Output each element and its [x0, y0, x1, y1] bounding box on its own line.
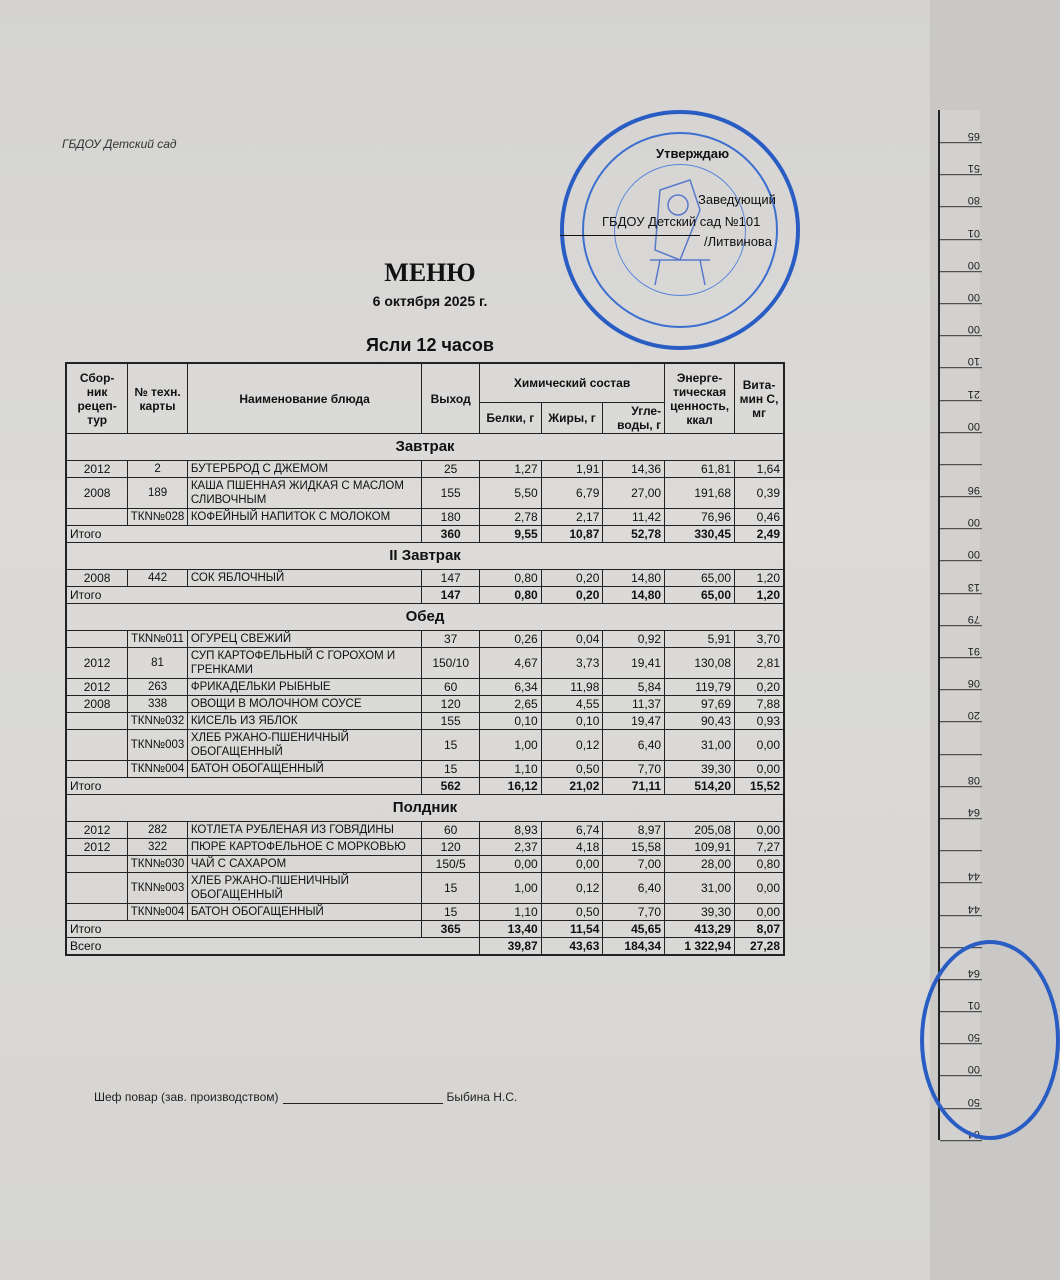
- cell-fat: 1,91: [541, 461, 603, 478]
- cell-dish: ФРИКАДЕЛЬКИ РЫБНЫЕ: [187, 679, 422, 696]
- cell-vitc: 1,64: [735, 461, 784, 478]
- adjacent-page-cell: 00: [940, 496, 982, 529]
- cell-energy: 28,00: [665, 856, 735, 873]
- cell-fat: 0,12: [541, 730, 603, 761]
- table-row: [66, 873, 784, 904]
- header-fat: Жиры, г: [541, 403, 603, 434]
- cell-protein: 1,00: [479, 873, 541, 904]
- cell-energy: 76,96: [665, 509, 735, 526]
- cell-yield: 60: [422, 822, 480, 839]
- total-vitc: 2,49: [735, 526, 784, 543]
- document-title: МЕНЮ: [384, 258, 476, 287]
- cell-carbs: 27,00: [603, 478, 665, 509]
- table-row: [66, 570, 784, 587]
- cell-yield: 15: [422, 730, 480, 761]
- cell-vitc: 0,39: [735, 478, 784, 509]
- header-protein: Белки, г: [479, 403, 541, 434]
- cell-fat: 6,79: [541, 478, 603, 509]
- cell-energy: 130,08: [665, 648, 735, 679]
- cell-dish: ОВОЩИ В МОЛОЧНОМ СОУСЕ: [187, 696, 422, 713]
- total-yield: 147: [422, 587, 480, 604]
- cell-energy: 97,69: [665, 696, 735, 713]
- cell-protein: 2,37: [479, 839, 541, 856]
- cell-fat: 3,73: [541, 648, 603, 679]
- cell-yield: 120: [422, 696, 480, 713]
- total-vitc: 1,20: [735, 587, 784, 604]
- cell-protein: 8,93: [479, 822, 541, 839]
- cell-protein: 0,10: [479, 713, 541, 730]
- adjacent-page-cell: 00: [940, 528, 982, 561]
- cell-collection: [66, 873, 128, 904]
- cell-collection: 2008: [66, 570, 128, 587]
- section-title: Завтрак: [66, 434, 784, 461]
- header-energy: Энерге-тическая ценность, ккал: [665, 363, 735, 434]
- cell-dish: КИСЕЛЬ ИЗ ЯБЛОК: [187, 713, 422, 730]
- cell-yield: 155: [422, 478, 480, 509]
- cell-energy: 65,00: [665, 570, 735, 587]
- adjacent-page-cell: 10: [940, 335, 982, 368]
- section-title: Полдник: [66, 795, 784, 822]
- adjacent-page-cell: 00: [940, 400, 982, 433]
- adjacent-page-cell: 13: [940, 561, 982, 594]
- cell-card: ТКN№004: [128, 761, 188, 778]
- cell-vitc: 0,00: [735, 822, 784, 839]
- header-chem: Химический состав: [479, 363, 664, 403]
- cell-dish: БУТЕРБРОД С ДЖЕМОМ: [187, 461, 422, 478]
- cell-fat: 0,10: [541, 713, 603, 730]
- adjacent-page-cell: 50: [940, 1011, 982, 1044]
- cell-dish: СУП КАРТОФЕЛЬНЫЙ С ГОРОХОМ И ГРЕНКАМИ: [187, 648, 422, 679]
- cell-fat: 0,12: [541, 873, 603, 904]
- cell-carbs: 7,70: [603, 761, 665, 778]
- header-collection: Сбор-ник рецеп-тур: [66, 363, 128, 434]
- adjacent-page-cell: 06: [940, 657, 982, 690]
- total-yield: 562: [422, 778, 480, 795]
- cell-energy: 39,30: [665, 761, 735, 778]
- cell-collection: [66, 904, 128, 921]
- cell-collection: 2012: [66, 648, 128, 679]
- grand-total-vitc: 27,28: [735, 938, 784, 956]
- adjacent-page-cell: 00: [940, 239, 982, 272]
- adjacent-page-cell: 21: [940, 368, 982, 401]
- cell-yield: 150/10: [422, 648, 480, 679]
- cell-vitc: 3,70: [735, 631, 784, 648]
- adjacent-page-cell: 64: [940, 947, 982, 980]
- footer: [94, 1090, 517, 1104]
- header-tech-card: № техн. карты: [128, 363, 188, 434]
- adjacent-page-cell: 01: [940, 979, 982, 1012]
- table-row: [66, 648, 784, 679]
- table-row: [66, 904, 784, 921]
- total-protein: 13,40: [479, 921, 541, 938]
- adjacent-page-cell: 64: [940, 786, 982, 819]
- cell-yield: 15: [422, 873, 480, 904]
- stamp-seal-adjacent: [920, 940, 1060, 1140]
- cell-protein: 2,65: [479, 696, 541, 713]
- cell-collection: [66, 631, 128, 648]
- total-carbs: 71,11: [603, 778, 665, 795]
- cell-vitc: 1,20: [735, 570, 784, 587]
- cell-collection: 2012: [66, 679, 128, 696]
- cell-fat: 4,18: [541, 839, 603, 856]
- total-energy: 330,45: [665, 526, 735, 543]
- cell-protein: 1,00: [479, 730, 541, 761]
- cell-carbs: 6,40: [603, 873, 665, 904]
- cell-card: ТКN№003: [128, 873, 188, 904]
- cell-card: ТКN№003: [128, 730, 188, 761]
- section-row: [66, 543, 784, 570]
- cell-vitc: 2,81: [735, 648, 784, 679]
- total-label: Итого: [66, 921, 422, 938]
- table-row: [66, 761, 784, 778]
- cell-energy: 191,68: [665, 478, 735, 509]
- cell-card: 81: [128, 648, 188, 679]
- cell-fat: 0,00: [541, 856, 603, 873]
- signature-line: [283, 1103, 443, 1104]
- table-row: [66, 696, 784, 713]
- header-yield: Выход: [422, 363, 480, 434]
- table-row: [66, 856, 784, 873]
- total-yield: 360: [422, 526, 480, 543]
- cell-vitc: 0,00: [735, 873, 784, 904]
- grand-total-protein: 39,87: [479, 938, 541, 956]
- total-energy: 413,29: [665, 921, 735, 938]
- adjacent-page-cell: 00: [940, 271, 982, 304]
- cell-collection: 2008: [66, 696, 128, 713]
- cell-energy: 205,08: [665, 822, 735, 839]
- adjacent-page-cell: 65: [940, 110, 982, 143]
- table-row: [66, 631, 784, 648]
- cell-card: 338: [128, 696, 188, 713]
- total-protein: 0,80: [479, 587, 541, 604]
- grand-total-carbs: 184,34: [603, 938, 665, 956]
- cell-carbs: 19,47: [603, 713, 665, 730]
- cell-card: 282: [128, 822, 188, 839]
- adjacent-page-cell: 96: [940, 464, 982, 497]
- cell-energy: 39,30: [665, 904, 735, 921]
- approver-position: Заведующий: [698, 192, 776, 207]
- approver-name: /Литвинова: [704, 234, 772, 249]
- total-row: [66, 921, 784, 938]
- total-carbs: 14,80: [603, 587, 665, 604]
- total-yield: 365: [422, 921, 480, 938]
- cell-dish: КАША ПШЕННАЯ ЖИДКАЯ С МАСЛОМ СЛИВОЧНЫМ: [187, 478, 422, 509]
- section-row: [66, 434, 784, 461]
- cell-card: 189: [128, 478, 188, 509]
- cell-card: 442: [128, 570, 188, 587]
- adjacent-page-cell: 50: [940, 1076, 982, 1109]
- total-label: Итого: [66, 778, 422, 795]
- menu-table: [65, 362, 785, 956]
- organization-name: ГБДОУ Детский сад: [62, 137, 177, 151]
- cell-yield: 15: [422, 761, 480, 778]
- cell-protein: 1,27: [479, 461, 541, 478]
- signature-line: [560, 235, 700, 236]
- cell-yield: 147: [422, 570, 480, 587]
- cell-collection: 2008: [66, 478, 128, 509]
- adjacent-page-cell: 20: [940, 689, 982, 722]
- adjacent-page-cell: 44: [940, 850, 982, 883]
- cell-carbs: 14,36: [603, 461, 665, 478]
- cell-fat: 0,20: [541, 570, 603, 587]
- cell-card: ТКN№032: [128, 713, 188, 730]
- cell-protein: 4,67: [479, 648, 541, 679]
- cell-yield: 60: [422, 679, 480, 696]
- table-row: [66, 822, 784, 839]
- cell-fat: 6,74: [541, 822, 603, 839]
- table-row: [66, 509, 784, 526]
- grand-total-label: Всего: [66, 938, 479, 956]
- total-fat: 11,54: [541, 921, 603, 938]
- total-row: [66, 778, 784, 795]
- cell-card: 263: [128, 679, 188, 696]
- cell-carbs: 15,58: [603, 839, 665, 856]
- cell-carbs: 5,84: [603, 679, 665, 696]
- cell-dish: ЧАЙ С САХАРОМ: [187, 856, 422, 873]
- approve-label: Утверждаю: [656, 146, 730, 161]
- cell-card: ТКN№011: [128, 631, 188, 648]
- cell-fat: 2,17: [541, 509, 603, 526]
- cell-yield: 120: [422, 839, 480, 856]
- cell-protein: 6,34: [479, 679, 541, 696]
- cell-carbs: 14,80: [603, 570, 665, 587]
- cell-dish: СОК ЯБЛОЧНЫЙ: [187, 570, 422, 587]
- chef-name: Быбина Н.С.: [446, 1090, 518, 1104]
- cell-collection: 2012: [66, 822, 128, 839]
- table-row: [66, 679, 784, 696]
- cell-protein: 1,10: [479, 761, 541, 778]
- adjacent-page-cell: 44: [940, 883, 982, 916]
- cell-carbs: 7,70: [603, 904, 665, 921]
- adjacent-page-cell: 01: [940, 207, 982, 240]
- header-vitc: Вита-мин С, мг: [735, 363, 784, 434]
- cell-energy: 31,00: [665, 730, 735, 761]
- cell-energy: 61,81: [665, 461, 735, 478]
- cell-collection: [66, 509, 128, 526]
- header-dish: Наименование блюда: [187, 363, 422, 434]
- cell-yield: 37: [422, 631, 480, 648]
- total-energy: 514,20: [665, 778, 735, 795]
- cell-collection: [66, 761, 128, 778]
- cell-yield: 25: [422, 461, 480, 478]
- cell-dish: ПЮРЕ КАРТОФЕЛЬНОЕ С МОРКОВЬЮ: [187, 839, 422, 856]
- table-row: [66, 839, 784, 856]
- cell-vitc: 0,80: [735, 856, 784, 873]
- cell-card: 322: [128, 839, 188, 856]
- cell-yield: 155: [422, 713, 480, 730]
- cell-dish: ОГУРЕЦ СВЕЖИЙ: [187, 631, 422, 648]
- cell-vitc: 7,88: [735, 696, 784, 713]
- cell-fat: 11,98: [541, 679, 603, 696]
- cell-vitc: 0,20: [735, 679, 784, 696]
- adjacent-page-cell: 51: [940, 142, 982, 175]
- group-name: Ясли 12 часов: [365, 335, 494, 355]
- cell-fat: 0,04: [541, 631, 603, 648]
- cell-protein: 2,78: [479, 509, 541, 526]
- cell-yield: 15: [422, 904, 480, 921]
- cell-carbs: 11,37: [603, 696, 665, 713]
- cell-energy: 119,79: [665, 679, 735, 696]
- grand-total-row: [66, 938, 784, 956]
- cell-carbs: 19,41: [603, 648, 665, 679]
- table-row: [66, 461, 784, 478]
- section-title: II Завтрак: [66, 543, 784, 570]
- cell-dish: БАТОН ОБОГАЩЕННЫЙ: [187, 761, 422, 778]
- table-row: [66, 730, 784, 761]
- cell-dish: БАТОН ОБОГАЩЕННЫЙ: [187, 904, 422, 921]
- adjacent-page-cell: 64: [940, 1108, 982, 1141]
- adjacent-page-cell: 08: [940, 754, 982, 787]
- cell-energy: 31,00: [665, 873, 735, 904]
- cell-yield: 150/5: [422, 856, 480, 873]
- cell-energy: 109,91: [665, 839, 735, 856]
- total-row: [66, 526, 784, 543]
- cell-collection: 2012: [66, 461, 128, 478]
- cell-vitc: 0,00: [735, 761, 784, 778]
- menu-date: 6 октября 2025 г.: [372, 293, 488, 309]
- total-fat: 0,20: [541, 587, 603, 604]
- cell-protein: 1,10: [479, 904, 541, 921]
- adjacent-page-cell: 80: [940, 174, 982, 207]
- cell-dish: ХЛЕБ РЖАНО-ПШЕНИЧНЫЙ ОБОГАЩЕННЫЙ: [187, 730, 422, 761]
- total-carbs: 52,78: [603, 526, 665, 543]
- cell-fat: 0,50: [541, 761, 603, 778]
- section-title: Обед: [66, 604, 784, 631]
- cell-collection: [66, 713, 128, 730]
- cell-carbs: 6,40: [603, 730, 665, 761]
- chef-label: Шеф повар (зав. производством): [94, 1090, 279, 1104]
- cell-carbs: 8,97: [603, 822, 665, 839]
- cell-vitc: 0,93: [735, 713, 784, 730]
- header-carbs: Угле-воды, г: [603, 403, 665, 434]
- cell-card: ТКN№030: [128, 856, 188, 873]
- cell-collection: [66, 730, 128, 761]
- total-protein: 16,12: [479, 778, 541, 795]
- cell-carbs: 11,42: [603, 509, 665, 526]
- cell-collection: 2012: [66, 839, 128, 856]
- cell-energy: 90,43: [665, 713, 735, 730]
- table-row: [66, 478, 784, 509]
- total-energy: 65,00: [665, 587, 735, 604]
- cell-card: ТКN№004: [128, 904, 188, 921]
- cell-protein: 5,50: [479, 478, 541, 509]
- cell-dish: КОТЛЕТА РУБЛЕНАЯ ИЗ ГОВЯДИНЫ: [187, 822, 422, 839]
- cell-dish: ХЛЕБ РЖАНО-ПШЕНИЧНЫЙ ОБОГАЩЕННЫЙ: [187, 873, 422, 904]
- adjacent-page-cell: [940, 432, 982, 465]
- total-vitc: 15,52: [735, 778, 784, 795]
- cell-energy: 5,91: [665, 631, 735, 648]
- total-label: Итого: [66, 526, 422, 543]
- adjacent-page-cell: [940, 722, 982, 755]
- total-label: Итого: [66, 587, 422, 604]
- cell-vitc: 7,27: [735, 839, 784, 856]
- section-row: [66, 604, 784, 631]
- adjacent-page-cell: [940, 818, 982, 851]
- cell-fat: 0,50: [541, 904, 603, 921]
- table-row: [66, 713, 784, 730]
- cell-dish: КОФЕЙНЫЙ НАПИТОК С МОЛОКОМ: [187, 509, 422, 526]
- cell-protein: 0,26: [479, 631, 541, 648]
- cell-collection: [66, 856, 128, 873]
- total-carbs: 45,65: [603, 921, 665, 938]
- total-fat: 10,87: [541, 526, 603, 543]
- grand-total-fat: 43,63: [541, 938, 603, 956]
- cell-card: 2: [128, 461, 188, 478]
- grand-total-energy: 1 322,94: [665, 938, 735, 956]
- cell-fat: 4,55: [541, 696, 603, 713]
- cell-vitc: 0,46: [735, 509, 784, 526]
- cell-protein: 0,00: [479, 856, 541, 873]
- cell-vitc: 0,00: [735, 904, 784, 921]
- section-row: [66, 795, 784, 822]
- adjacent-page-cell: 91: [940, 625, 982, 658]
- cell-vitc: 0,00: [735, 730, 784, 761]
- approver-institution: ГБДОУ Детский сад №101: [602, 214, 761, 229]
- cell-card: ТКN№028: [128, 509, 188, 526]
- total-row: [66, 587, 784, 604]
- adjacent-page-cell: 00: [940, 303, 982, 336]
- cell-protein: 0,80: [479, 570, 541, 587]
- adjacent-page-cell: 00: [940, 1043, 982, 1076]
- cell-carbs: 0,92: [603, 631, 665, 648]
- total-fat: 21,02: [541, 778, 603, 795]
- cell-carbs: 7,00: [603, 856, 665, 873]
- cell-yield: 180: [422, 509, 480, 526]
- adjacent-page-cell: 79: [940, 593, 982, 626]
- total-protein: 9,55: [479, 526, 541, 543]
- total-vitc: 8,07: [735, 921, 784, 938]
